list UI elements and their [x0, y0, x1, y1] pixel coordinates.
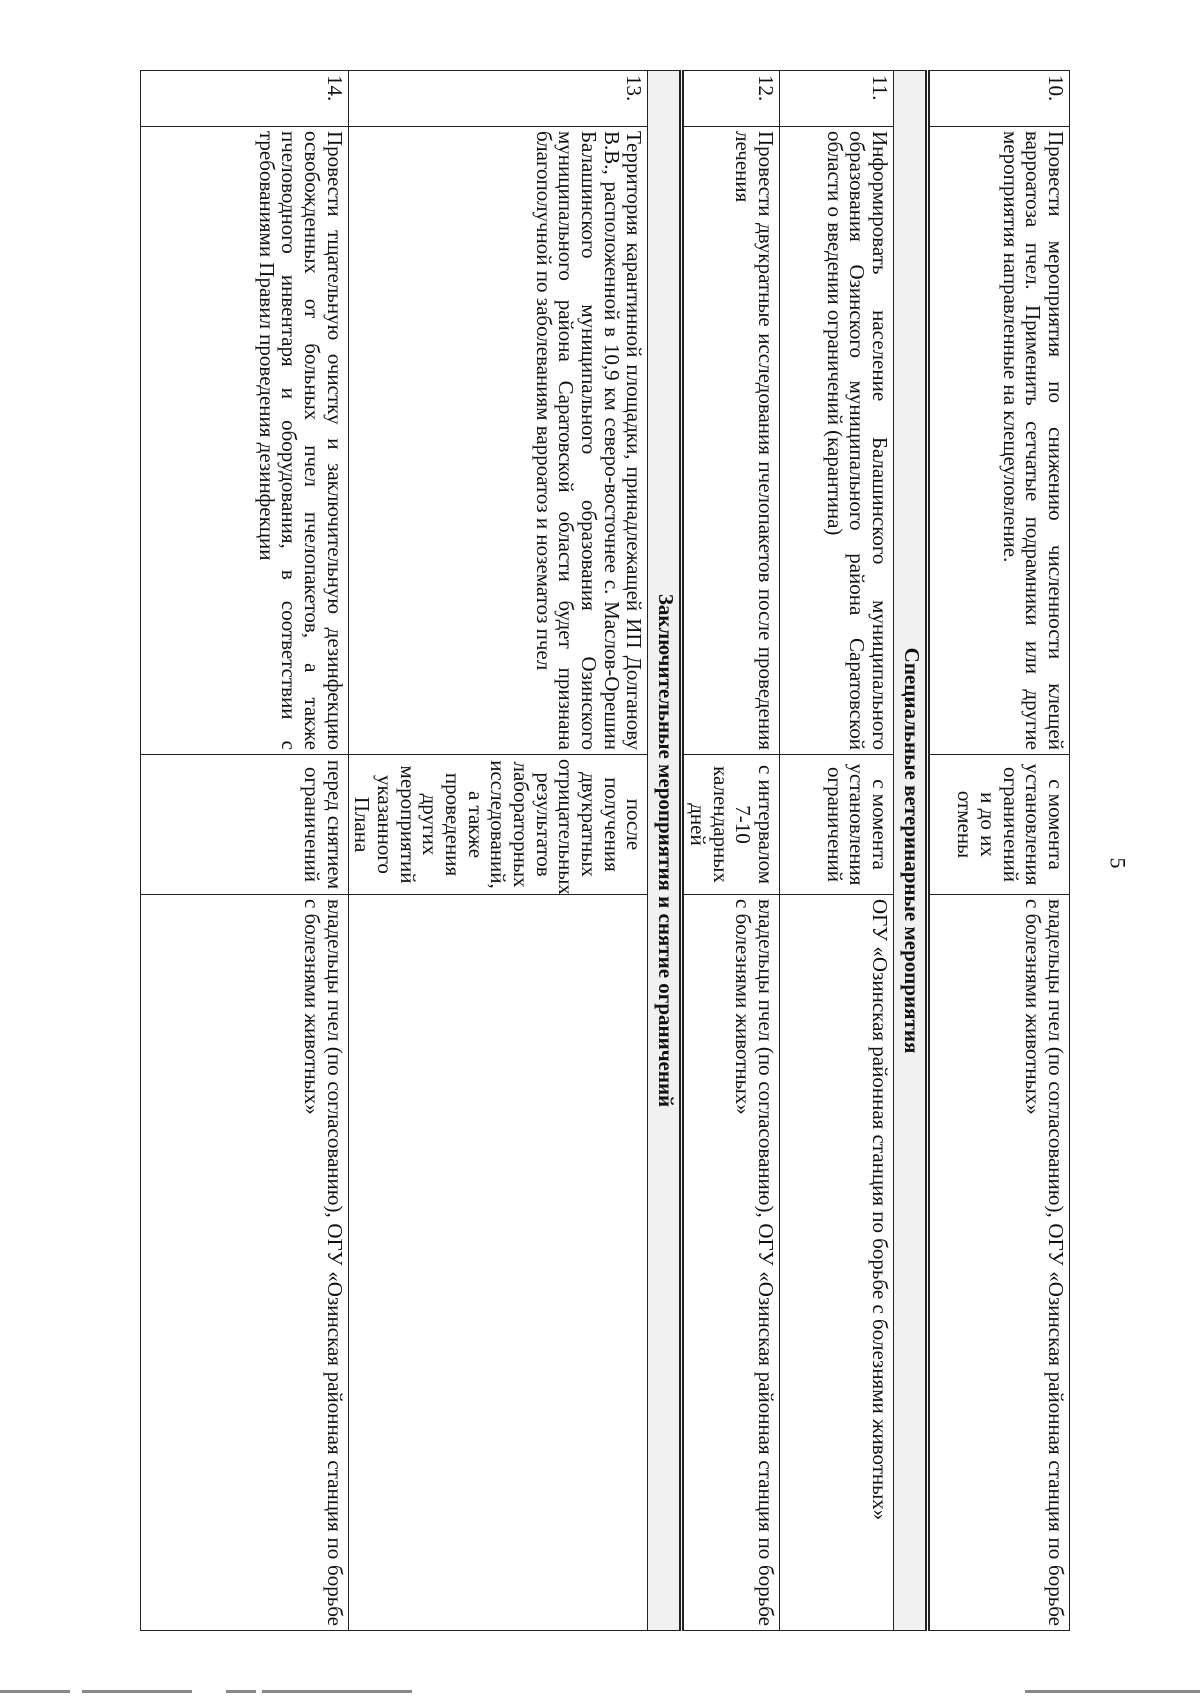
row-number: 14. — [141, 71, 349, 127]
measure-responsible: владельцы пчел (по согласованию), ОГУ «Озинская районная станция по борьбе с болезнями животных» — [682, 895, 780, 1631]
scan-mark — [226, 1690, 256, 1693]
measure-responsible — [348, 895, 648, 1631]
measure-description: Провести двукратные исследования пчелопакетов после проведения лечения — [682, 127, 780, 755]
section-header-row — [894, 71, 928, 1631]
table-row — [348, 71, 648, 1631]
table-row — [682, 71, 780, 1631]
row-number: 12. — [682, 71, 780, 127]
scan-mark — [262, 1690, 412, 1693]
table-row — [141, 71, 349, 1631]
measure-term: с момента установления ограничений и до их отмены — [928, 755, 1070, 895]
section-header-row — [648, 71, 682, 1631]
table-row — [928, 71, 1070, 1631]
page-number: 5 — [1105, 857, 1131, 869]
measures-table — [140, 70, 1070, 1631]
measure-responsible: владельцы пчел (по согласованию), ОГУ «Озинская районная станция по борьбе с болезнями животных» — [928, 895, 1070, 1631]
measure-responsible: ОГУ «Озинская районная станция по борьбе с болезнями животных» — [780, 895, 894, 1631]
row-number: 13. — [348, 71, 648, 127]
scan-mark — [0, 1690, 70, 1693]
rotated-table-wrapper — [140, 70, 1070, 1630]
section-title: Заключительные мероприятия и снятие ограничений — [648, 71, 682, 1631]
measure-description: Территория карантинной площадки, принадлежащей ИП Долганову В.В., расположенной в 10,9 км северо-восточнее с. Маслов-Орешин Балашинского муниципального образования Озинского муниципального района Саратовской области будет признана благополучной по заболеваниям варроатоз и нозематоз пчел — [348, 127, 648, 755]
measure-description: Информировать население Балашинского муниципального образования Озинского муниципального района Саратовской области о введении ограничений (карантина) — [780, 127, 894, 755]
row-number: 11. — [780, 71, 894, 127]
scan-mark — [1025, 1690, 1200, 1693]
scan-mark — [82, 1690, 192, 1693]
measure-term: с момента установления ограничений — [780, 755, 894, 895]
row-number: 10. — [928, 71, 1070, 127]
measure-term: с интервалом 7-10 календарных дней — [682, 755, 780, 895]
section-title: Специальные ветеринарные мероприятия — [894, 71, 928, 1631]
table-row — [780, 71, 894, 1631]
measure-description: Провести мероприятия по снижению численности клещей варроатоза пчел. Применить сетчатые подрамники или другие мероприятия направленные на клещеуловление. — [928, 127, 1070, 755]
measure-term: перед снятием ограничений — [141, 755, 349, 895]
measure-description: Провести тщательную очистку и заключительную дезинфекцию освобожденных от больных пчел пчелопакетов, а также пчеловодного инвентаря и оборудования, в соответствии с требованиями Правил проведения дезинфекции — [141, 127, 349, 755]
measure-responsible: владельцы пчел (по согласованию), ОГУ «Озинская районная станция по борьбе с болезнями животных» — [141, 895, 349, 1631]
measure-term: после получения двукратных отрицательных результатов лабораторных исследований, а также проведения других мероприятий указанного Плана — [348, 755, 648, 895]
